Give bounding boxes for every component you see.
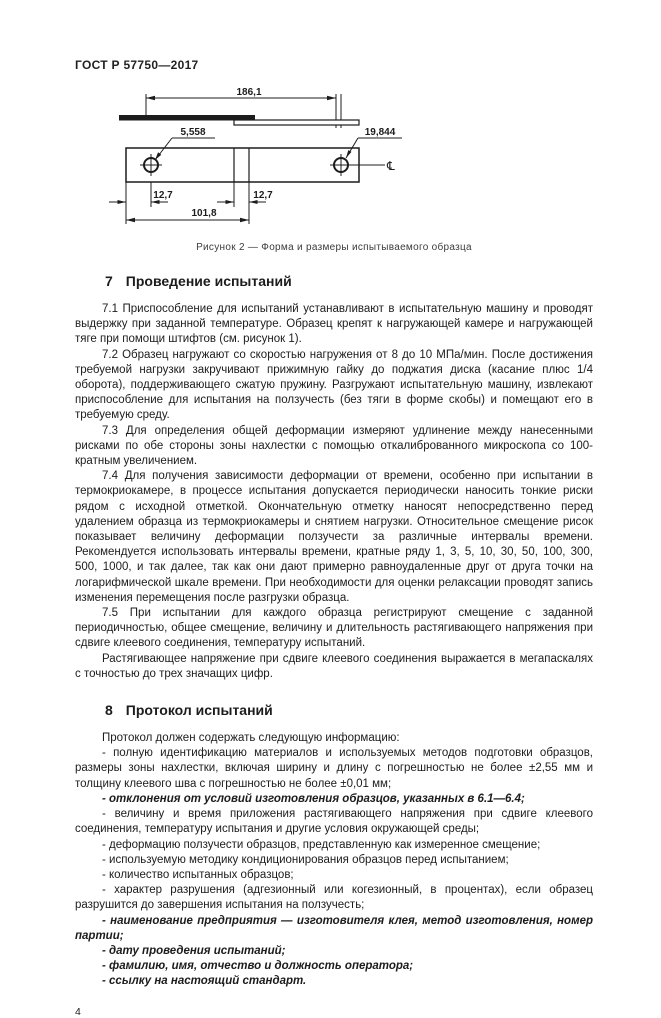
protocol-item-standard-ref: - ссылку на настоящий стандарт. [102,975,307,988]
section-7-heading [75,273,593,289]
paragraph-7-4: 7.4 Для получения зависимости деформации от времени, особенно при испытании в термокриокамере, в процессе испытания допускается периодически наносить тонкие риски рядом с исходной отметкой. Окончательную отметку наносят непосредственно перед удалением образца из термокриокамеры и снятием нагрузки. Относительное смещение рисок показывает величину деформации ползучести за различные интервалы времени. Рекомендуется использовать интервалы времени, кратные ряду 1, 3, 5, 10, 30, 50, 100, 300, 500, 1000, и так далее, так как они дают примерно равноудаленные друг от друга точки на логарифмической шкале времени. При необходимости для оценки релаксации проводят запись изменения перемещения после разгрузки образца. [75,470,593,604]
protocol-item-deviations: - отклонения от условий изготовления образцов, указанных в 6.1—6.4; [102,792,525,805]
figure-caption: Рисунок 2 — Форма и размеры испытываемого образца [196,242,472,253]
dim-label-12-7-right: 12,7 [253,190,273,201]
arrowhead [240,218,249,222]
protocol-item-operator: - фамилию, имя, отчество и должность оператора; [102,960,414,973]
dim-label-101-8: 101,8 [191,208,217,219]
protocol-item-failure-type: - характер разрушения (адгезионный или когезионный, в процентах), если образец разрушится до завершения испытания на ползучесть; [75,884,593,912]
dim-label-hole-left: 5,558 [180,127,206,138]
arrowhead [118,200,127,204]
centerline-symbol: ℄ [387,159,395,173]
document-title: ГОСТ Р 57750—2017 [75,58,199,72]
arrowhead [126,218,135,222]
adherend-lower [234,120,359,125]
protocol-intro: Протокол должен содержать следующую информацию: [102,732,400,745]
paragraph-7-2: 7.2 Образец нагружают со скоростью нагружения от 8 до 10 МПа/мин. После достижения требуемой нагрузки закручивают прижимную гайку до поджатия диска (касание плюс 1/4 оборота), поддерживающего сжатую пружину. Разгружают испытательную машину, извлекают приспособление для испытания на ползучесть (без тяги в форме скобы) и помещают его в требуемую среду. [75,348,593,422]
paragraph-7-5: 7.5 При испытании для каждого образца регистрируют смещение с заданной периодичностью, общее смещение, величину и длительность растягивающего напряжения при сдвиге клеевого соединения, температуру испытаний. [75,607,593,650]
specimen-drawing [99,86,569,236]
section-number: 7 [105,273,113,289]
protocol-item-creep-deformation: - деформацию ползучести образцов, представленную как измеренное смещение; [102,838,541,851]
protocol-item-manufacturer: - наименование предприятия — изготовителя клея, метод изготовления, номер партии; [75,914,593,942]
protocol-item-test-date: - дату проведения испытаний; [102,944,286,957]
figure-2-container [75,86,593,236]
page-number: 4 [75,1005,81,1018]
protocol-item-identification: - полную идентификацию материалов и используемых методов подготовки образцов, размеры зоны нахлестки, включая ширину и длину с погрешностью не более ±2,55 мм и толщину клеевого шва с погрешностью не более ±0,01 мм; [75,747,593,790]
paragraph-7-1: 7.1 Приспособление для испытаний устанавливают в испытательную машину и проводят выдержку при заданной температуре. Образец крепят к нагружающей камере и нагружающей тяге при помощи штифтов (см. рисунок 1). [75,303,593,346]
section-8-heading [75,702,593,718]
adherend-upper [119,115,255,121]
dim-label-12-7-left: 12,7 [153,190,173,201]
arrowhead [226,200,235,204]
paragraph-7-3: 7.3 Для определения общей деформации измеряют удлинение между нанесенными рисками по обе стороны зоны нахлестки с помощью откалиброванного микроскопа со 100-кратным увеличением. [75,424,593,468]
section-title: Проведение испытаний [125,273,292,289]
arrowhead [327,96,336,100]
protocol-item-conditioning: - используемую методику кондиционирования образцов перед испытанием; [102,853,509,866]
arrowhead [146,96,155,100]
paragraph-stress-note: Растягивающее напряжение при сдвиге клеевого соединения выражается в мегапаскалях с точностью до трех значащих цифр. [75,652,593,680]
dim-label-total-length: 186,1 [236,87,262,98]
section-number: 8 [105,702,113,719]
protocol-item-specimen-count: - количество испытанных образцов; [102,868,294,881]
section-title: Протокол испытаний [125,702,273,719]
dim-label-hole-right: 19,844 [364,127,396,138]
protocol-item-stress-time: - величину и время приложения растягивающего напряжения при сдвиге клеевого соединения, температуру испытания и другие условия окружающей среды; [75,808,593,836]
